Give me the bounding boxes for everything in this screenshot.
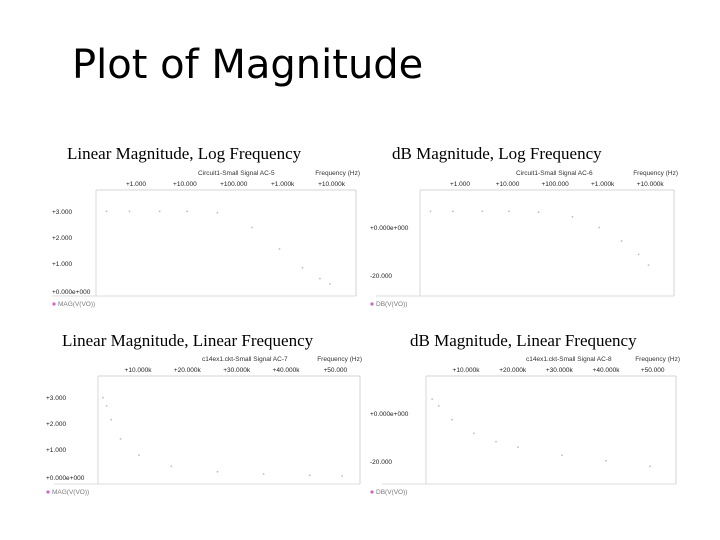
- data-point: [217, 471, 219, 473]
- plot-linear-log: [48, 166, 366, 316]
- data-point: [495, 441, 497, 443]
- legend-marker: [46, 490, 49, 493]
- data-point: [598, 227, 600, 229]
- x-tick-label: +100.000: [541, 181, 569, 188]
- chart-subtitle: c14ex1.ckt-Small Signal AC-8: [526, 356, 612, 363]
- x-tick-label: +10.000k: [124, 367, 152, 374]
- data-point: [605, 460, 607, 462]
- plot-db-linear: [366, 352, 686, 502]
- data-point: [216, 212, 218, 214]
- data-point: [102, 397, 104, 399]
- data-point: [341, 475, 343, 477]
- data-point: [263, 473, 265, 475]
- data-point: [638, 254, 640, 256]
- x-tick-label: +40.000k: [272, 367, 300, 374]
- x-tick-label: +100.000: [220, 181, 248, 188]
- x-tick-label: +1.000k: [271, 181, 295, 188]
- x-tick-label: +1.000: [125, 181, 147, 188]
- x-axis-label: Frequency (Hz): [317, 356, 362, 363]
- x-tick-label: +10.000k: [452, 367, 480, 374]
- x-tick-label: +1.000k: [591, 181, 615, 188]
- data-point: [621, 240, 623, 242]
- data-point: [120, 438, 122, 440]
- legend-label: MAG(V(VO)): [58, 301, 96, 308]
- data-point: [302, 267, 304, 269]
- x-tick-label: +20.000k: [173, 367, 201, 374]
- data-point: [110, 419, 112, 421]
- data-point: [473, 433, 475, 435]
- x-axis-label: Frequency (Hz): [633, 170, 678, 177]
- legend-label: DB(V(VO)): [376, 301, 408, 308]
- y-tick-label: +2.000: [52, 235, 73, 242]
- x-tick-label: +40.000k: [592, 367, 620, 374]
- data-point: [538, 211, 540, 213]
- caption-linear-linear: Linear Magnitude, Linear Frequency: [62, 331, 314, 350]
- data-point: [279, 248, 281, 250]
- data-point: [159, 211, 161, 213]
- x-tick-label: +10.000k: [318, 181, 346, 188]
- plot-linear-linear: [42, 352, 368, 502]
- data-point: [431, 398, 433, 400]
- data-point: [649, 465, 651, 467]
- chart-subtitle: c14ex1.ckt-Small Signal AC-7: [202, 356, 288, 363]
- x-tick-label: +10.000k: [636, 181, 664, 188]
- legend-marker: [52, 302, 55, 305]
- y-tick-label: +0.000e+000: [370, 411, 409, 418]
- x-tick-label: +30.000k: [545, 367, 573, 374]
- x-tick-label: +50.000: [640, 367, 665, 374]
- x-tick-label: +20.000k: [499, 367, 527, 374]
- data-point: [319, 278, 321, 280]
- x-tick-label: +30.000k: [223, 367, 251, 374]
- legend-marker: [370, 490, 373, 493]
- data-point: [648, 264, 650, 266]
- data-point: [170, 465, 172, 467]
- chart-subtitle: Circuit1-Small Signal AC-5: [198, 170, 275, 177]
- caption-db-linear: dB Magnitude, Linear Frequency: [410, 331, 637, 350]
- data-point: [452, 211, 454, 213]
- data-point: [138, 454, 140, 456]
- chart-subtitle: Circuit1-Small Signal AC-6: [516, 170, 593, 177]
- y-tick-label: -20.000: [370, 273, 393, 280]
- data-point: [430, 211, 432, 213]
- x-axis-label: Frequency (Hz): [635, 356, 680, 363]
- plot-db-log: [366, 166, 684, 316]
- data-point: [451, 419, 453, 421]
- legend-marker: [370, 302, 373, 305]
- y-tick-label: +1.000: [52, 261, 73, 268]
- data-point: [572, 216, 574, 218]
- caption-db-log: dB Magnitude, Log Frequency: [392, 144, 602, 163]
- x-tick-label: +10.000: [173, 181, 197, 188]
- y-tick-label: +0.000e+000: [46, 475, 85, 482]
- y-tick-label: -20.000: [370, 459, 393, 466]
- legend-label: DB(V(VO)): [376, 489, 408, 496]
- page-title: Plot of Magnitude: [72, 42, 424, 88]
- data-point: [309, 474, 311, 476]
- data-point: [106, 211, 108, 213]
- data-point: [517, 446, 519, 448]
- y-tick-label: +0.000e+000: [370, 225, 409, 232]
- data-point: [129, 211, 131, 213]
- data-point: [508, 211, 510, 213]
- data-point: [329, 283, 331, 285]
- data-point: [481, 211, 483, 213]
- data-point: [251, 227, 253, 229]
- legend-label: MAG(V(VO)): [52, 489, 90, 496]
- x-tick-label: +1.000: [449, 181, 471, 188]
- y-tick-label: +2.000: [46, 421, 67, 428]
- x-tick-label: +10.000: [495, 181, 520, 188]
- caption-linear-log: Linear Magnitude, Log Frequency: [67, 144, 302, 163]
- data-point: [106, 405, 108, 407]
- data-point: [438, 405, 440, 407]
- data-point: [561, 454, 563, 456]
- y-tick-label: +3.000: [46, 395, 67, 402]
- y-tick-label: +1.000: [46, 447, 67, 454]
- x-tick-label: +50.000: [323, 367, 348, 374]
- y-tick-label: +3.000: [52, 209, 73, 216]
- data-point: [186, 211, 188, 213]
- y-tick-label: +0.000e+000: [52, 289, 91, 296]
- x-axis-label: Frequency (Hz): [315, 170, 360, 177]
